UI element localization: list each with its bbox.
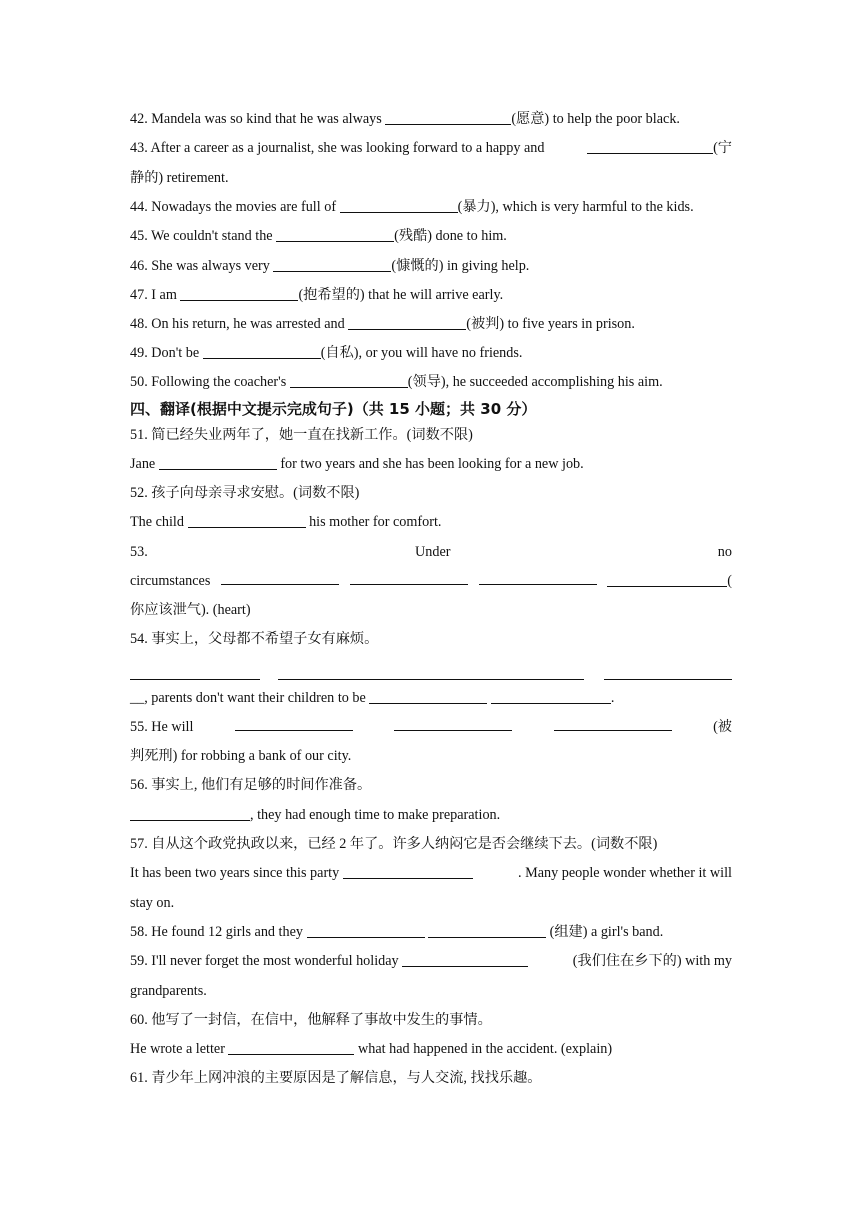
question-53-line2: circumstances ( <box>130 569 732 593</box>
question-44: 44. Nowadays the movies are full of (暴力), which is very harmful to the kids. <box>130 199 694 215</box>
question-57: It has been two years since this party . Many people wonder whether it will <box>130 865 732 881</box>
answer-blank[interactable] <box>607 571 727 587</box>
answer-blank[interactable] <box>394 715 512 731</box>
answer-blank[interactable] <box>278 664 584 680</box>
question-47: 47. I am (抱希望的) that he will arrive early. <box>130 287 504 303</box>
answer-blank[interactable] <box>276 226 394 242</box>
question-51-prompt: 51. 简已经失业两年了，她一直在找新工作。(词数不限) <box>130 427 473 443</box>
question-43-continued: 静的) retirement. <box>130 170 229 186</box>
answer-blank[interactable] <box>554 715 672 731</box>
question-52: The child his mother for comfort. <box>130 514 442 530</box>
question-54: __, parents don't want their children to be . <box>130 690 615 706</box>
answer-blank[interactable] <box>369 688 487 704</box>
answer-blank[interactable] <box>228 1039 354 1055</box>
question-53: 53. Under no <box>130 544 732 560</box>
question-54-blanks <box>130 656 732 680</box>
answer-blank[interactable] <box>307 922 425 938</box>
answer-blank[interactable] <box>604 664 732 680</box>
question-58: 58. He found 12 girls and they (组建) a girl's band. <box>130 924 664 940</box>
answer-blank[interactable] <box>385 109 511 125</box>
answer-blank[interactable] <box>180 285 298 301</box>
answer-blank[interactable] <box>428 922 546 938</box>
answer-blank[interactable] <box>348 314 466 330</box>
answer-blank[interactable] <box>188 512 306 528</box>
question-48: 48. On his return, he was arrested and (被判) to five years in prison. <box>130 316 635 332</box>
answer-blank[interactable] <box>290 372 408 388</box>
question-56-prompt: 56. 事实上, 他们有足够的时间作准备。 <box>130 777 372 793</box>
question-42: 42. Mandela was so kind that he was always (愿意) to help the poor black. <box>130 111 680 127</box>
question-43: 43. After a career as a journalist, she was looking forward to a happy and (宁 <box>130 140 732 156</box>
answer-blank[interactable] <box>587 138 713 154</box>
question-54-prompt: 54. 事实上，父母都不希望子女有麻烦。 <box>130 631 379 647</box>
answer-blank[interactable] <box>221 569 339 585</box>
answer-blank[interactable] <box>159 454 277 470</box>
question-51: Jane for two years and she has been looking for a new job. <box>130 456 584 472</box>
question-60-prompt: 60. 他写了一封信，在信中，他解释了事故中发生的事情。 <box>130 1012 492 1028</box>
question-52-prompt: 52. 孩子向母亲寻求安慰。(词数不限) <box>130 485 360 501</box>
question-46: 46. She was always very (慷慨的) in giving help. <box>130 258 530 274</box>
answer-blank[interactable] <box>273 256 391 272</box>
answer-blank[interactable] <box>479 569 597 585</box>
question-59-continued: grandparents. <box>130 983 207 999</box>
answer-blank[interactable] <box>203 343 321 359</box>
question-49: 49. Don't be (自私), or you will have no friends. <box>130 345 523 361</box>
question-45: 45. We couldn't stand the (残酷) done to him. <box>130 228 507 244</box>
question-59: 59. I'll never forget the most wonderful holiday (我们住在乡下的) with my <box>130 953 732 969</box>
question-57-prompt: 57. 自从这个政党执政以来，已经 2 年了。许多人纳闷它是否会继续下去。(词数不限) <box>130 836 658 852</box>
question-55-continued: 判死刑) for robbing a bank of our city. <box>130 748 352 764</box>
question-61-prompt: 61. 青少年上网冲浪的主要原因是了解信息，与人交流, 找找乐趣。 <box>130 1070 542 1086</box>
answer-blank[interactable] <box>402 951 528 967</box>
answer-blank[interactable] <box>340 197 458 213</box>
answer-blank[interactable] <box>491 688 611 704</box>
question-60: He wrote a letter what had happened in the accident. (explain) <box>130 1041 613 1057</box>
question-56: , they had enough time to make preparation. <box>130 803 732 827</box>
question-53-line3: 你应该泄气). (heart) <box>130 602 251 618</box>
question-57-continued: stay on. <box>130 895 175 911</box>
question-50: 50. Following the coacher's (领导), he succeeded accomplishing his aim. <box>130 374 663 390</box>
answer-blank[interactable] <box>343 863 473 879</box>
answer-blank[interactable] <box>130 805 250 821</box>
answer-blank[interactable] <box>235 715 353 731</box>
answer-blank[interactable] <box>130 664 260 680</box>
section-heading: 四、翻译(根据中文提示完成句子)（共 15 小题；共 30 分） <box>130 400 537 418</box>
answer-blank[interactable] <box>350 569 468 585</box>
question-55: 55. He will (被 <box>130 715 732 739</box>
